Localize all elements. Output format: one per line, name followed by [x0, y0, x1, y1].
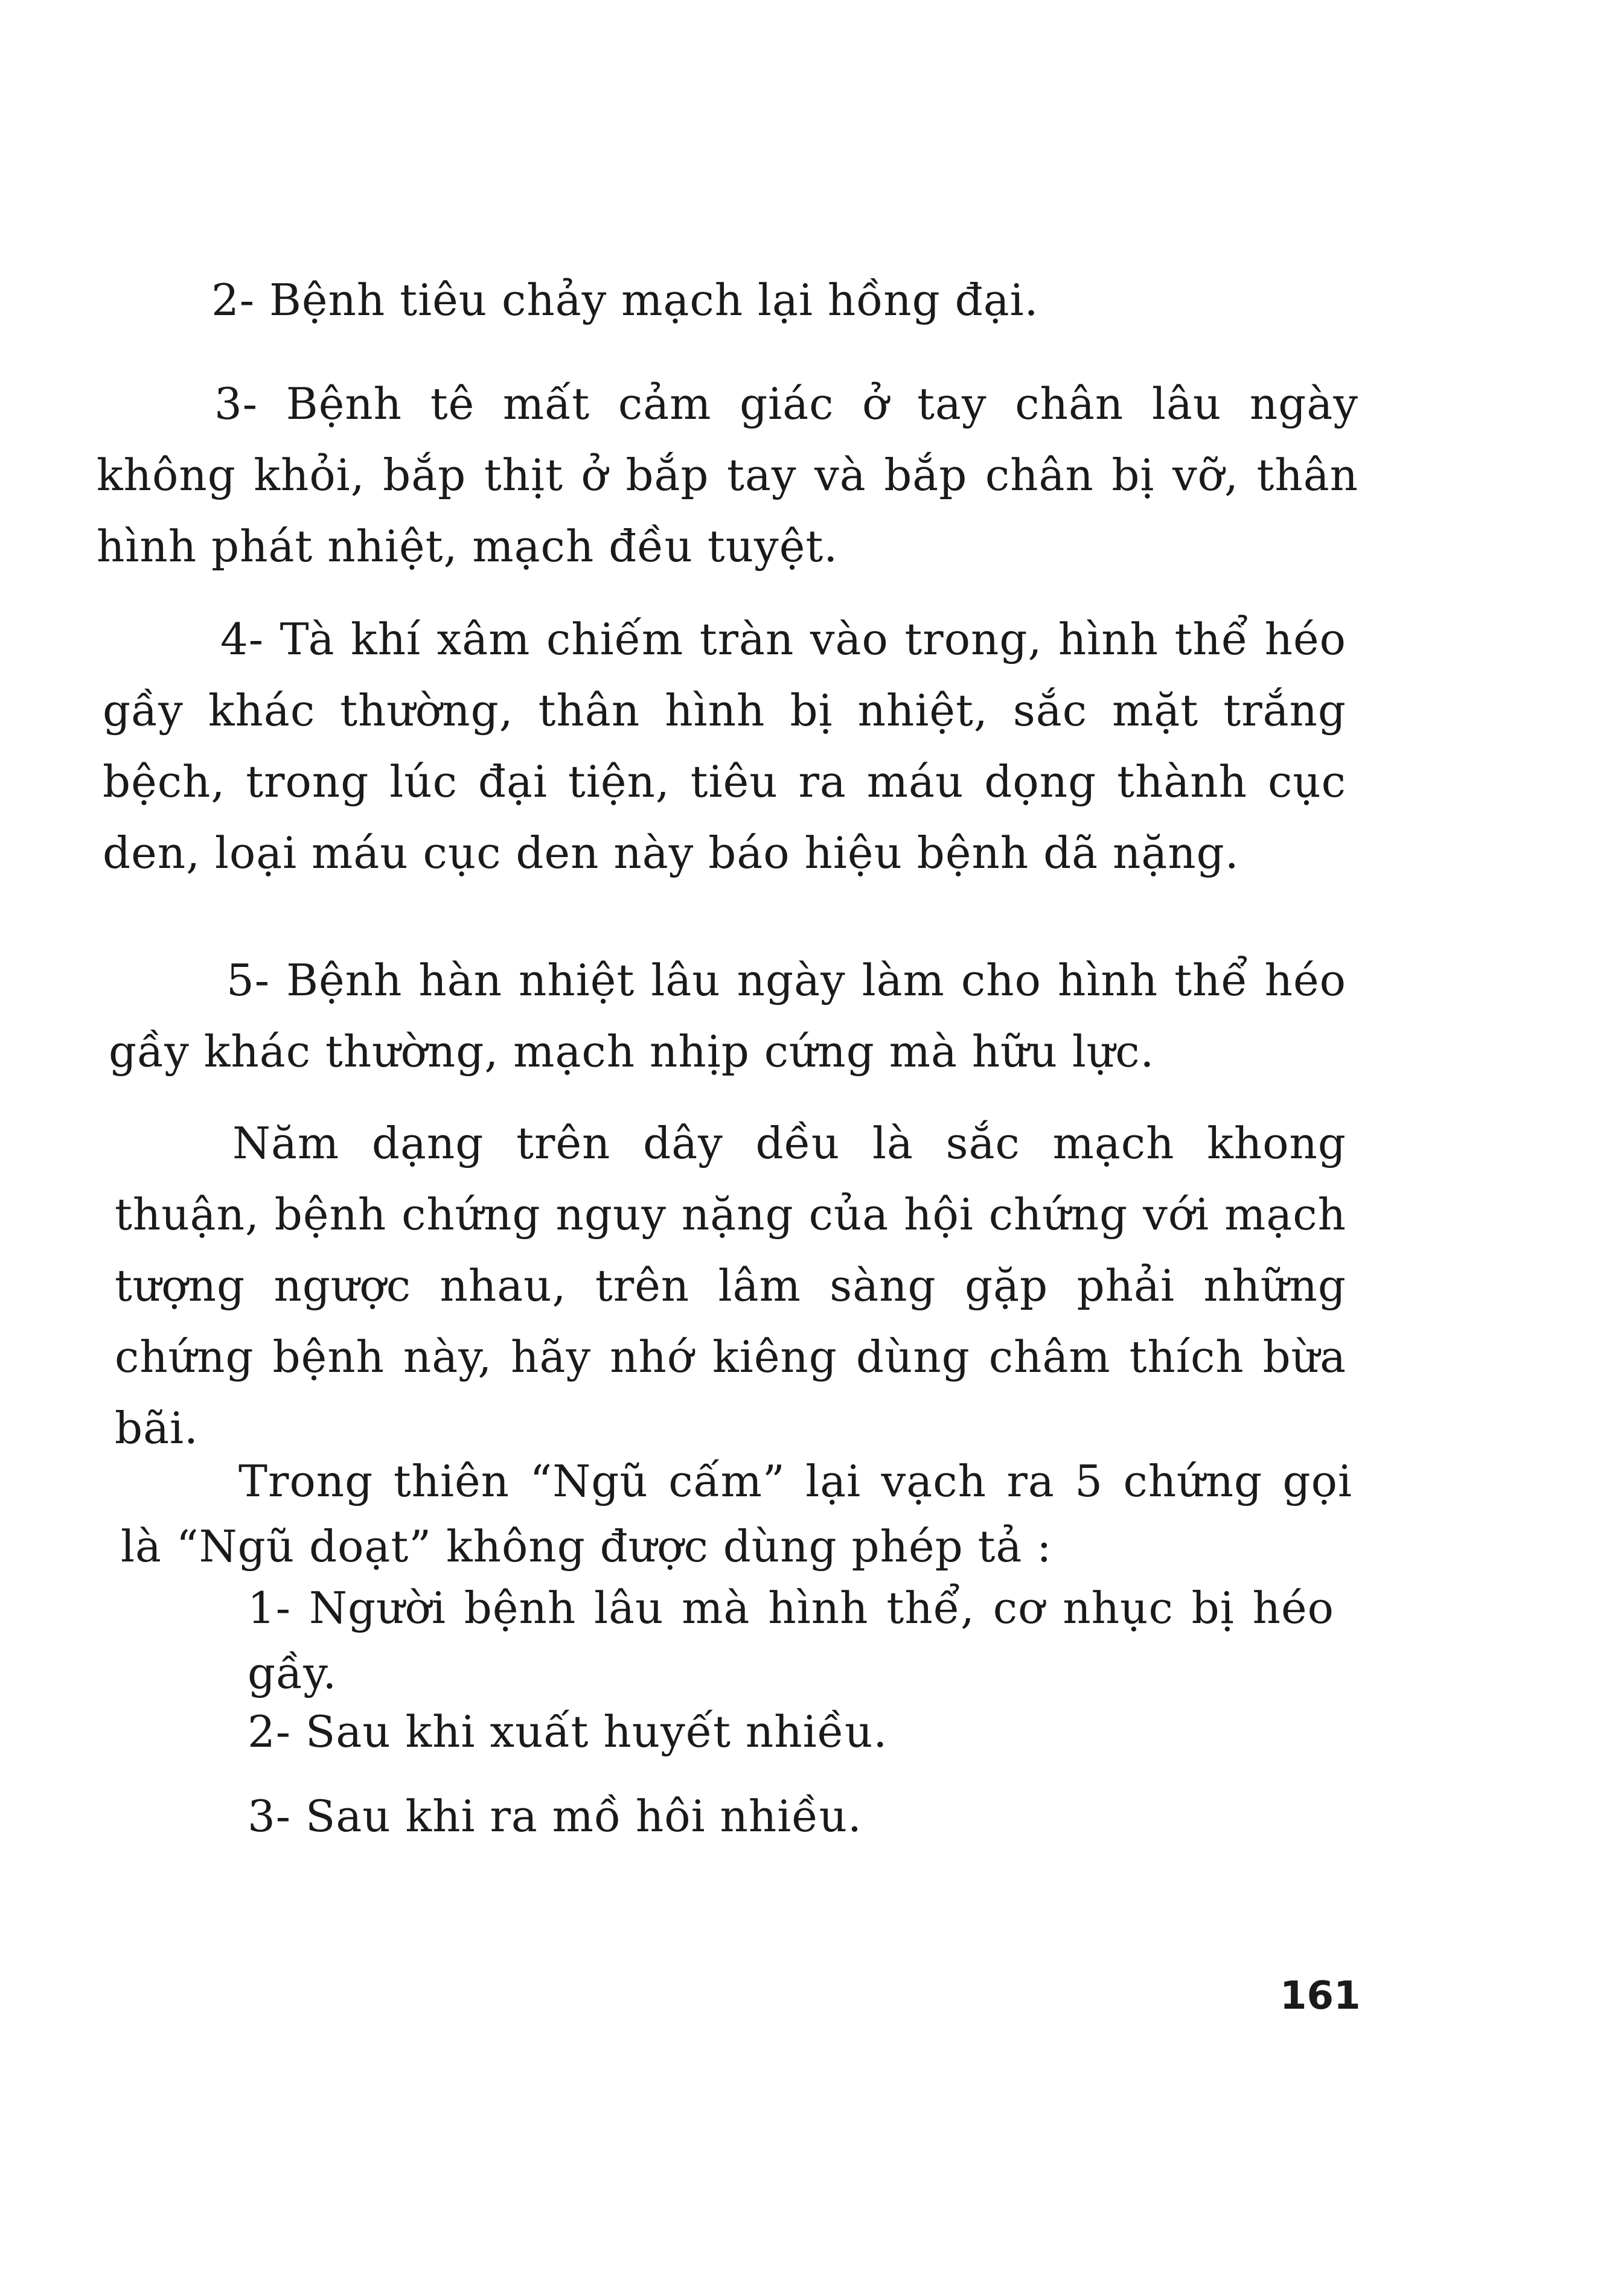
paragraph-item-5: 5- Bệnh hàn nhiệt lâu ngày làm cho hình thể héo gầy khác thường, mạch nhịp cứng mà hữu lực. — [109, 955, 1346, 1077]
paragraph-item-4: 4- Tà khí xâm chiếm tràn vào trong, hình thể héo gầy khác thường, thân hình bị nhiệt, sắc mặt trắng bệch, trong lúc đại tiện, tiêu ra máu dọng thành cục den, loại máu cục den này báo hiệu bệnh dã nặng. — [103, 614, 1346, 878]
paragraph-ngu-cam: Trong thiên “Ngũ cấm” lại vạch ra 5 chứng gọi là “Ngũ doạt” không được dùng phép tả : — [121, 1456, 1352, 1572]
paragraph-summary: Năm dạng trên dây dều là sắc mạch khong thuận, bệnh chứng nguy nặng của hội chứng với mạch tượng ngược nhau, trên lâm sàng gặp phải những chứng bệnh này, hãy nhớ kiêng dùng châm thích bừa bãi. — [115, 1118, 1346, 1453]
paragraph-item-3: 3- Bệnh tê mất cảm giác ở tay chân lâu ngày không khỏi, bắp thịt ở bắp tay và bắp chân bị vỡ, thân hình phát nhiệt, mạch đều tuyệt. — [97, 378, 1358, 572]
list-item-2: 2- Sau khi xuất huyết nhiều. — [248, 1706, 888, 1757]
page-number: 161 — [1280, 1974, 1361, 2018]
list-item-1: 1- Người bệnh lâu mà hình thể, cơ nhục bị héo gầy. — [248, 1583, 1334, 1698]
list-item-3: 3- Sau khi ra mồ hôi nhiều. — [248, 1791, 862, 1842]
paragraph-item-2: 2- Bệnh tiêu chảy mạch lại hồng đại. — [211, 275, 1039, 325]
